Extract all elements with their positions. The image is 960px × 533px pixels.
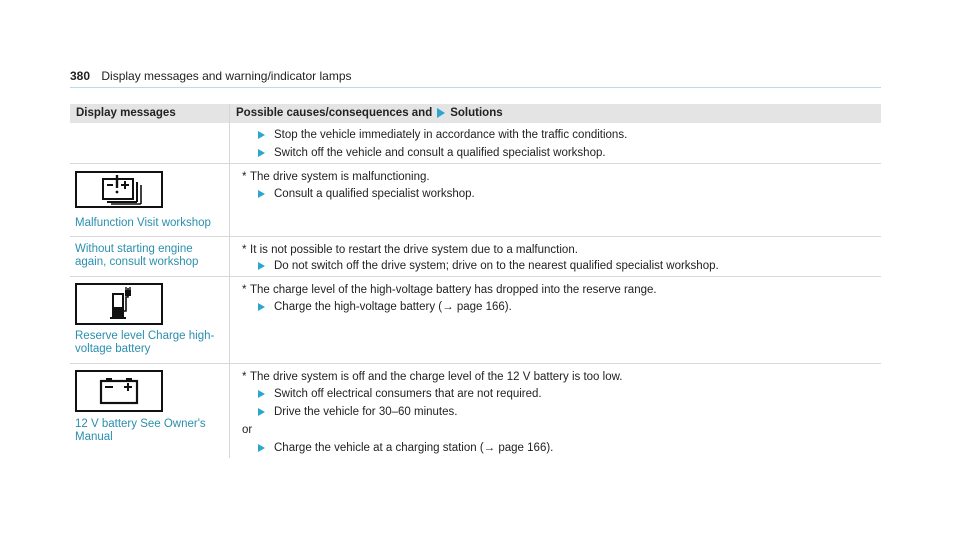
solution-text: Consult a qualified specialist workshop.	[274, 188, 475, 200]
cause-marker: *	[242, 284, 247, 296]
cause-marker: *	[242, 171, 247, 183]
solution-item	[236, 128, 876, 142]
solution-arrow-icon	[258, 390, 265, 398]
solution-arrow-icon	[258, 190, 265, 198]
table-row	[70, 164, 881, 237]
solution-text: Charge the vehicle at a charging station (→ page 166).	[274, 442, 554, 454]
solution-item	[236, 387, 876, 401]
row-divider	[229, 277, 230, 363]
column-header-messages: Display messages	[76, 107, 176, 119]
cause-marker: *	[242, 244, 247, 256]
solution-arrow-icon	[258, 408, 265, 416]
row-divider	[229, 364, 230, 458]
display-message-label: 12 V battery See Owner's	[75, 418, 206, 430]
solution-text: Charge the high-voltage battery (→ page 166).	[274, 301, 512, 313]
fuel-plug-icon	[75, 283, 163, 325]
solution-arrow-icon	[258, 131, 265, 139]
or-separator: or	[242, 424, 253, 436]
solution-text: Switch off electrical consumers that are not required.	[274, 388, 542, 400]
solution-arrow-icon	[437, 108, 445, 118]
table-row	[70, 364, 881, 458]
header-divider	[70, 87, 881, 88]
solution-item	[236, 259, 876, 273]
display-message-label: Malfunction Visit workshop	[75, 217, 211, 229]
solution-arrow-icon	[258, 303, 265, 311]
solution-arrow-icon	[258, 149, 265, 157]
column-header-causes	[236, 107, 503, 119]
cause-text: The charge level of the high-voltage battery has dropped into the reserve range.	[250, 284, 657, 296]
solution-item	[236, 405, 876, 419]
solution-item	[236, 146, 876, 160]
column-header-causes-text: Possible causes/consequences and	[236, 107, 433, 119]
cause-item	[236, 170, 876, 184]
display-message-label: again, consult workshop	[75, 256, 199, 268]
solution-text: Drive the vehicle for 30–60 minutes.	[274, 406, 458, 418]
display-message-label: Reserve level Charge high-	[75, 330, 215, 342]
page-title: Display messages and warning/indicator lamps	[101, 69, 352, 83]
solution-text: Switch off the vehicle and consult a qualified specialist workshop.	[274, 147, 606, 159]
column-header-solutions-text: Solutions	[450, 107, 503, 119]
row-divider	[229, 123, 230, 163]
page-header	[70, 69, 352, 83]
battery-icon	[75, 370, 163, 412]
table-row	[70, 277, 881, 364]
table-row	[70, 123, 881, 164]
display-message-label: voltage battery	[75, 343, 151, 355]
display-messages-table	[70, 104, 881, 458]
solution-item	[236, 187, 876, 201]
solution-item	[236, 441, 876, 455]
page-number: 380	[70, 69, 91, 83]
solution-arrow-icon	[258, 444, 265, 452]
solution-arrow-icon	[258, 262, 265, 270]
display-message-label: Manual	[75, 431, 113, 443]
display-message-label: Without starting engine	[75, 243, 193, 255]
cause-text: The drive system is off and the charge level of the 12 V battery is too low.	[250, 371, 623, 383]
table-row	[70, 237, 881, 277]
row-divider	[229, 237, 230, 276]
battery-warning-stack-icon	[75, 171, 163, 208]
solution-text: Stop the vehicle immediately in accordance with the traffic conditions.	[274, 129, 628, 141]
cause-item	[236, 243, 876, 257]
solution-item	[236, 300, 876, 314]
solution-text: Do not switch off the drive system; drive on to the nearest qualified specialist workshop.	[274, 260, 719, 272]
cause-text: The drive system is malfunctioning.	[250, 171, 430, 183]
cause-text: It is not possible to restart the drive system due to a malfunction.	[250, 244, 578, 256]
cause-marker: *	[242, 371, 247, 383]
cause-item	[236, 283, 876, 297]
cause-item	[236, 370, 876, 384]
table-header	[70, 104, 881, 123]
column-divider	[229, 104, 230, 123]
